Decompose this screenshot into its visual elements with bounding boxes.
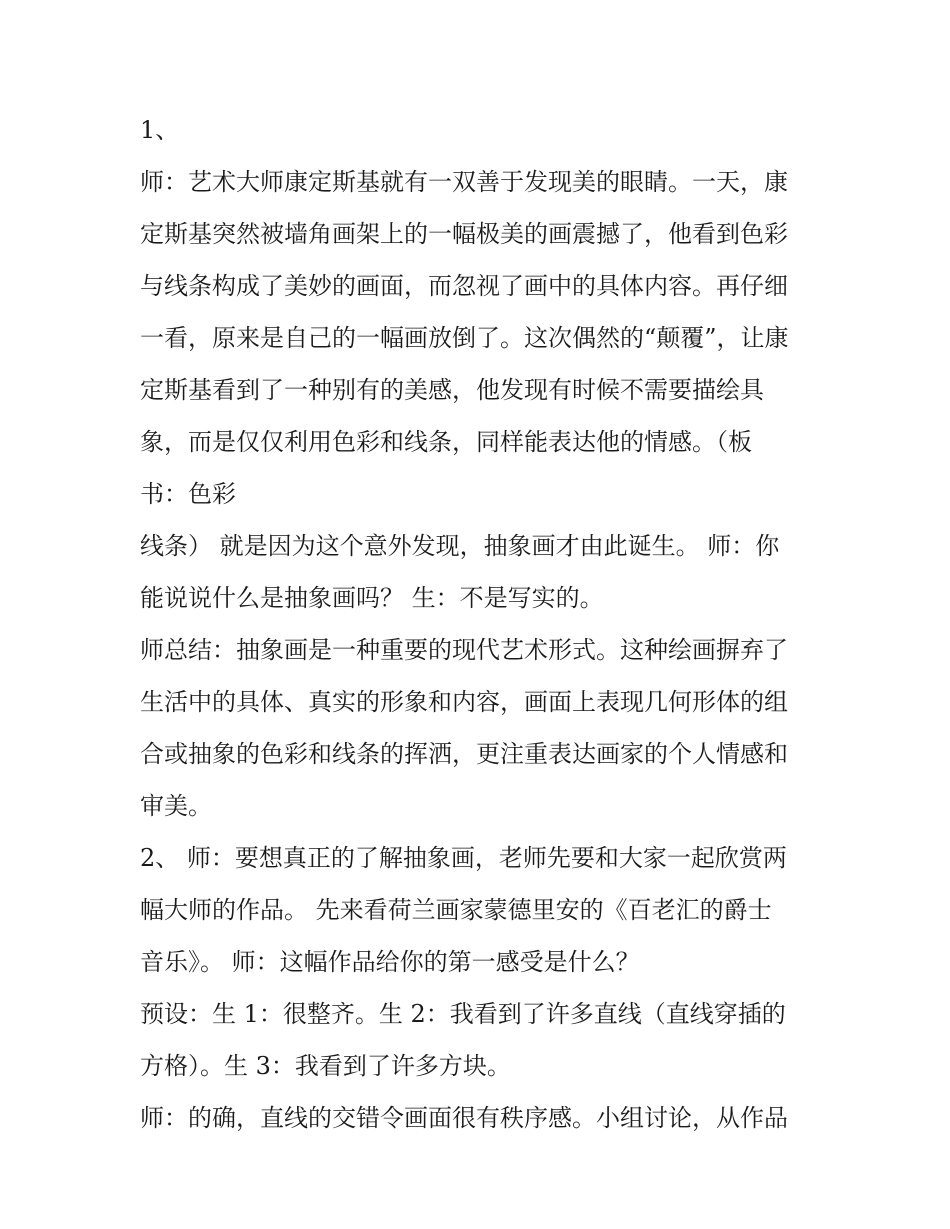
- text-line: 生活中的具体、真实的形象和内容，画面上表现几何形体的组: [140, 688, 788, 716]
- text-line: 定斯基看到了一种别有的美感，他发现有时候不需要描绘具: [140, 376, 764, 404]
- text-line: 幅大师的作品。 先来看荷兰画家蒙德里安的《百老汇的爵士: [140, 896, 772, 924]
- text-line: 与线条构成了美妙的画面，而忽视了画中的具体内容。再仔细: [140, 272, 788, 300]
- text-line: 音乐》。 师：这幅作品给你的第一感受是什么？: [140, 948, 640, 976]
- text-line: 师总结：抽象画是一种重要的现代艺术形式。这种绘画摒弃了: [140, 636, 788, 664]
- text-line: 合或抽象的色彩和线条的挥洒，更注重表达画家的个人情感和: [140, 740, 788, 768]
- text-line: 预设：生 1：很整齐。生 2：我看到了许多直线（直线穿插的: [140, 1000, 786, 1028]
- text-line: 师：艺术大师康定斯基就有一双善于发现美的眼睛。一天，康: [140, 168, 788, 196]
- text-line: 书：色彩: [140, 480, 236, 508]
- text-line: 方格）。生 3：我看到了许多方块。: [140, 1052, 511, 1080]
- document-body: [140, 104, 820, 1144]
- text-line: 线条） 就是因为这个意外发现，抽象画才由此诞生。 师：你: [140, 532, 780, 560]
- text-line: 师：的确，直线的交错令画面很有秩序感。小组讨论，从作品: [140, 1104, 788, 1132]
- text-line: 一看，原来是自己的一幅画放倒了。这次偶然的“颠覆”，让康: [140, 324, 789, 352]
- text-line: 1、: [140, 116, 180, 144]
- text-line: 象，而是仅仅利用色彩和线条，同样能表达他的情感。（板: [140, 428, 752, 456]
- text-line: 审美。: [140, 792, 212, 820]
- text-line: 定斯基突然被墙角画架上的一幅极美的画震撼了，他看到色彩: [140, 220, 788, 248]
- text-line: 能说说什么是抽象画吗？ 生：不是写实的。: [140, 584, 604, 612]
- text-line: 2、 师：要想真正的了解抽象画，老师先要和大家一起欣赏两: [140, 844, 787, 872]
